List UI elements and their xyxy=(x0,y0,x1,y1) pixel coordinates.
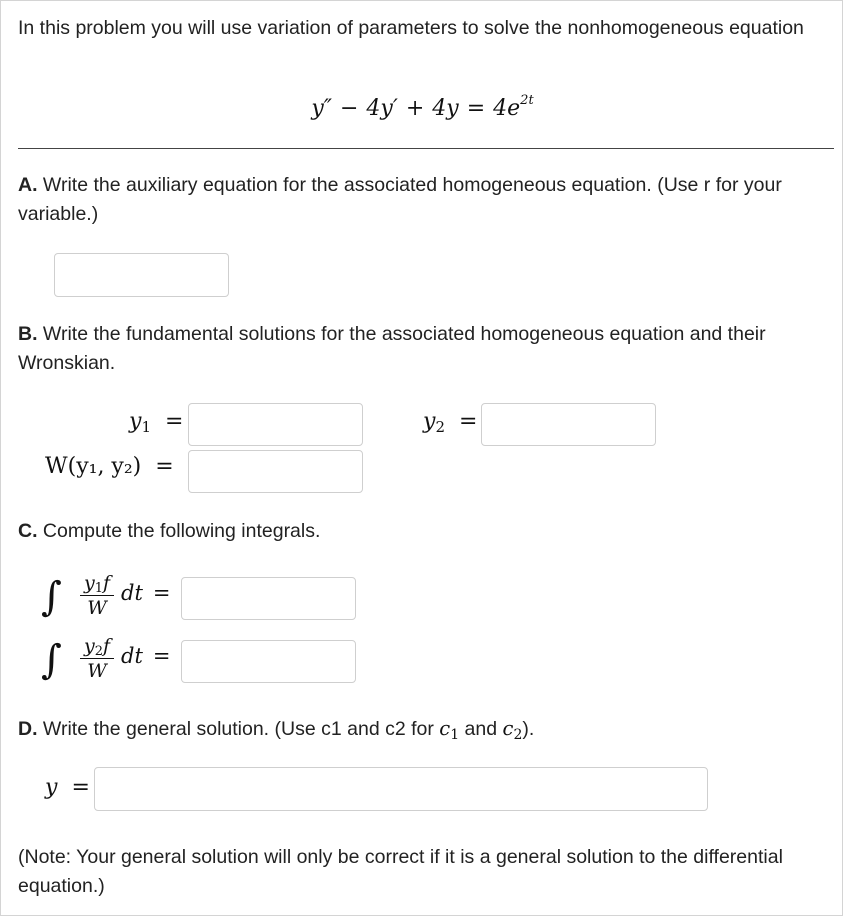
y2-label: $y_2$ = xyxy=(423,409,478,436)
integral-2-input[interactable] xyxy=(181,640,356,683)
part-d-and: and xyxy=(464,718,498,740)
eq-op-minus: − xyxy=(339,96,359,121)
c2-symbol: $c_2$ xyxy=(502,717,523,743)
y1-label: $y_1$ = xyxy=(129,409,184,436)
part-b-text: Write the fundamental solutions for the associated homogeneous equation and their Wronskian. xyxy=(18,323,766,374)
eq-term-4yp: 4y′ xyxy=(366,96,398,121)
y2-input[interactable] xyxy=(481,403,656,446)
integral-sign-icon: ∫ xyxy=(41,637,62,683)
eq-term-4y: 4y xyxy=(432,96,459,121)
eq-rhs-base: 4e xyxy=(493,96,521,121)
eq-op-plus: + xyxy=(405,96,425,121)
integral-2-fraction: y2f W xyxy=(79,634,115,683)
part-a-text: Write the auxiliary equation for the associated homogeneous equation. (Use r for your variable.) xyxy=(18,174,782,225)
eq-equals: = xyxy=(466,96,486,121)
integral-1-input[interactable] xyxy=(181,577,356,620)
part-c-label: C. xyxy=(18,520,38,542)
wronskian-input[interactable] xyxy=(188,450,363,493)
integral-sign-icon: ∫ xyxy=(41,574,62,620)
auxiliary-equation-input[interactable] xyxy=(54,253,229,297)
part-d-label: D. xyxy=(18,718,38,740)
part-d-prompt xyxy=(18,714,833,750)
eq-rhs-exponent: 2t xyxy=(520,93,534,108)
main-equation xyxy=(1,93,843,121)
integral-1-fraction: y1f W xyxy=(79,571,115,620)
part-b-prompt xyxy=(18,320,833,378)
general-solution-label: y = xyxy=(45,775,90,800)
part-d-text: Write the general solution. (Use c1 and c2 for xyxy=(42,718,434,740)
part-d-close: ). xyxy=(522,718,535,740)
part-c-prompt xyxy=(18,517,833,546)
part-a-prompt xyxy=(18,171,833,229)
c1-symbol: $c_1$ xyxy=(439,717,460,743)
integral-2-expression: ∫ y2f W dt = xyxy=(41,632,181,694)
note-text: (Note: Your general solution will only be correct if it is a general solution to the differential equation.) xyxy=(18,846,783,897)
y1-input[interactable] xyxy=(188,403,363,446)
general-solution-input[interactable] xyxy=(94,767,708,811)
divider xyxy=(18,148,834,149)
intro-text: In this problem you will use variation of parameters to solve the nonhomogeneous equation xyxy=(18,17,804,39)
wronskian-label: W(y₁, y₂) = xyxy=(45,454,174,479)
part-a-label: A. xyxy=(18,174,38,196)
part-c-text: Compute the following integrals. xyxy=(42,520,321,542)
part-b-label: B. xyxy=(18,323,38,345)
integral-1-expression: ∫ y1f W dt = xyxy=(41,569,181,631)
eq-term-ypp: y″ xyxy=(311,96,332,121)
